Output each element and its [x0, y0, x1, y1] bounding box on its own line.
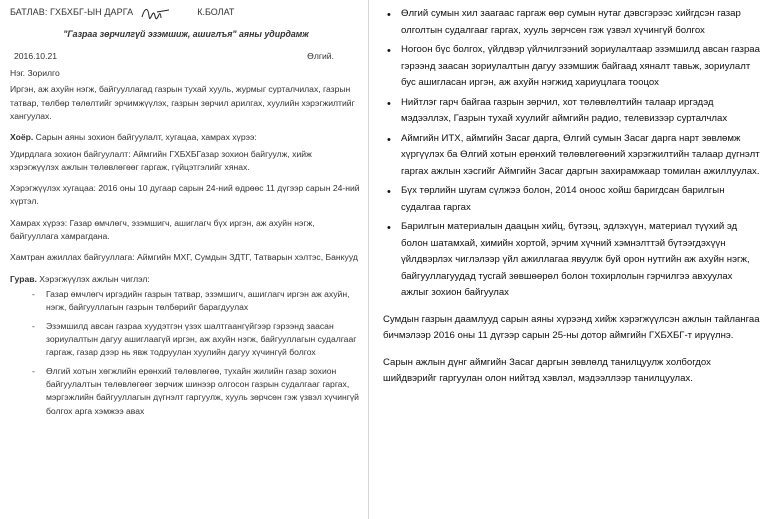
list-item: • Аймгийн ИТХ, аймгийн Засаг дарга, Өлгий сумын Засаг дарга нарт зөвлөмж хүргүүлэх ба Өлгий хотын ерөнхий төлөвлөгөөний хэрэгжилтийн талаар дүгнэлт гаргах ажлын хэсгийг Аймгийн Засаг даргын захирамжаар томилан ажиллуулах.: [385, 131, 761, 181]
date-line: [10, 50, 362, 63]
goal-paragraph: Иргэн, аж ахуйн нэгж, байгууллагад газрын тухай хууль, журмыг сурталчилах, газрын татвар, төлбөр төлөлтийг эрчимжүүлэх, газрын зөрчил арилгах, хуулийн хэрэгжилтийг хангуулах.: [10, 84, 355, 121]
document-title: "Газраа зөрчилгүй эзэмшиж, ашиглъя" аяны удирдамж: [63, 29, 309, 39]
approval-label: БАТЛАВ: ГХБХБГ-ЫН ДАРГА: [10, 7, 134, 18]
list-item: • Барилгын материалын даацын хийц, бүтээц, эдлэхүүн, материал түүхий эд болон шатамхай, химийн хортой, эрчим хүчний хэмнэлттэй бүтээгдэхүүн үйлдвэрлэх чиглэлээр үйл ажиллагаа явуулж буй орон нутгийн аж ахуйн нэгж, байгууллагуудад тусгай зөвшөөрөл болон тохирлолын гэрчилгээ авхуулах ажлыг зохион байгуулах: [385, 219, 761, 302]
right-page: [369, 0, 769, 519]
section-three-title: Хэрэгжүүлэх ажлын чиглэл:: [36, 273, 150, 284]
list-item: - Газар өмчлөгч иргэдийн газрын татвар, эзэмшигч, ашиглагч иргэн аж ахуйн, нэгж, байгууллагын газрын төлбөрийг барагдуулах: [32, 288, 362, 315]
section-three-heading: [10, 273, 362, 286]
signature-mark: [139, 4, 175, 22]
closing-paragraph: Сарын ажлын дүнг аймгийн Засаг даргын зөвлөлд танилцуулж холбогдох шийдвэрийг гаргуулан олон нийтэд хэвлэл, мэдээллээр танилцуулах.: [383, 356, 711, 384]
list-item: • Ногоон бүс болгох, үйлдвэр үйлчилгээний зориулалтаар эзэмшилд авсан газраа гэрээнд заасан зориулалтын дагуу эзэмшиж байгаад хяналт тавьж, зориулалт бус ашигласан иргэн, аж ахуйн нэгжид хариуцлага тооцох: [385, 42, 761, 92]
section-two-heading: [10, 131, 362, 144]
section-two-number: Хоёр.: [10, 132, 34, 143]
partners-paragraph: Хамтран ажиллах байгууллага: Аймгийн МХГ, Сумдын ЗДТГ, Татварын хэлтэс, Банкууд: [10, 252, 358, 263]
scope-paragraph: Хамрах хүрээ: Газар өмчлөгч, эзэмшигч, ашиглагч бүх иргэн, аж ахуйн нэгж, байгууллага хамрагдана.: [10, 217, 315, 242]
left-page: [0, 0, 368, 519]
right-task-list: [381, 6, 761, 302]
list-item: - Өлгий хотын хөгжлийн ерөнхий төлөвлөгөө, тухайн жилийн газар зохион байгуулалтын төлөвлөгөөг зөрчиж шинээр олгосон газрын судалгааг гаргах, мэргэжлийн байгууллагын дүгнэлт гаргуулж, хууль зөрчсөн гэж үзвэл хүчингүй болгох арга хэмжээ авах: [32, 365, 362, 418]
list-item: - Эзэмшилд авсан газраа хуудэтгэн үзэх шалтгаангүйгээр гэрээнд заасан зориулалтын дагуу ашиглаагүй иргэн, аж ахуйн нэгж, байгууллагын судалгааг гаргаж, газар дээр нь явж тодруулан хуулийн дагуу хүчингүй болгох: [32, 320, 362, 360]
report-paragraph: Сумдын газрын даамлууд сарын аяны хүрээнд хийж хэрэгжүүлсэн ажлын тайлангаа бичмэлээр 2016 оны 11 дүгээр сарын 25-ны дотор аймгийн ГХБХБГ-т ирүүлнэ.: [383, 313, 760, 341]
left-task-list: [10, 288, 362, 418]
approver-name: К.БОЛАТ: [197, 7, 235, 18]
section-two-title: Сарын аяны зохион байгуулалт, хугацаа, хамрах хүрээ:: [33, 132, 257, 143]
organization-paragraph: Удирдлага зохион байгуулалт: Аймгийн ГХБХБГазар зохион байгуулж, хийж хэрэгжүүлэх ажлын төлөвлөгөөг гаргаж, гүйцэтгэлийг хянах.: [10, 148, 312, 172]
document-place: Өлгий.: [307, 50, 334, 61]
list-item: • Нийтлэг гарч байгаа газрын зөрчил, хот төлөвлөлтийн талаар иргэдэд мэдээллэх, Газрын тухай хуулийг аймгийн радио, телевизээр сурталчлах: [385, 95, 761, 128]
list-item: • Бүх төрлийн шугам сүлжээ болон, 2014 оноос хойш баригдсан барилгын судалгаа гаргах: [385, 183, 761, 216]
section-one-heading: Нэг. Зорилго: [10, 67, 60, 78]
section-three-number: Гурав.: [10, 273, 37, 284]
approval-header: [10, 4, 362, 22]
duration-paragraph: Хэрэгжүүлэх хугацаа: 2016 оны 10 дугаар сарын 24-ний өдрөөс 11 дүгээр сарын 24-ний хүртэл.: [10, 183, 360, 207]
list-item: • Өлгий сумын хил заагаас гаргаж өөр сумын нутаг дэвсгэрээс хийгдсэн газар олголтын судалгааг гаргах, хууль зөрчсөн гэж үзвэл хүчингүй болгох: [385, 6, 761, 39]
document-date: 2016.10.21: [14, 50, 58, 61]
